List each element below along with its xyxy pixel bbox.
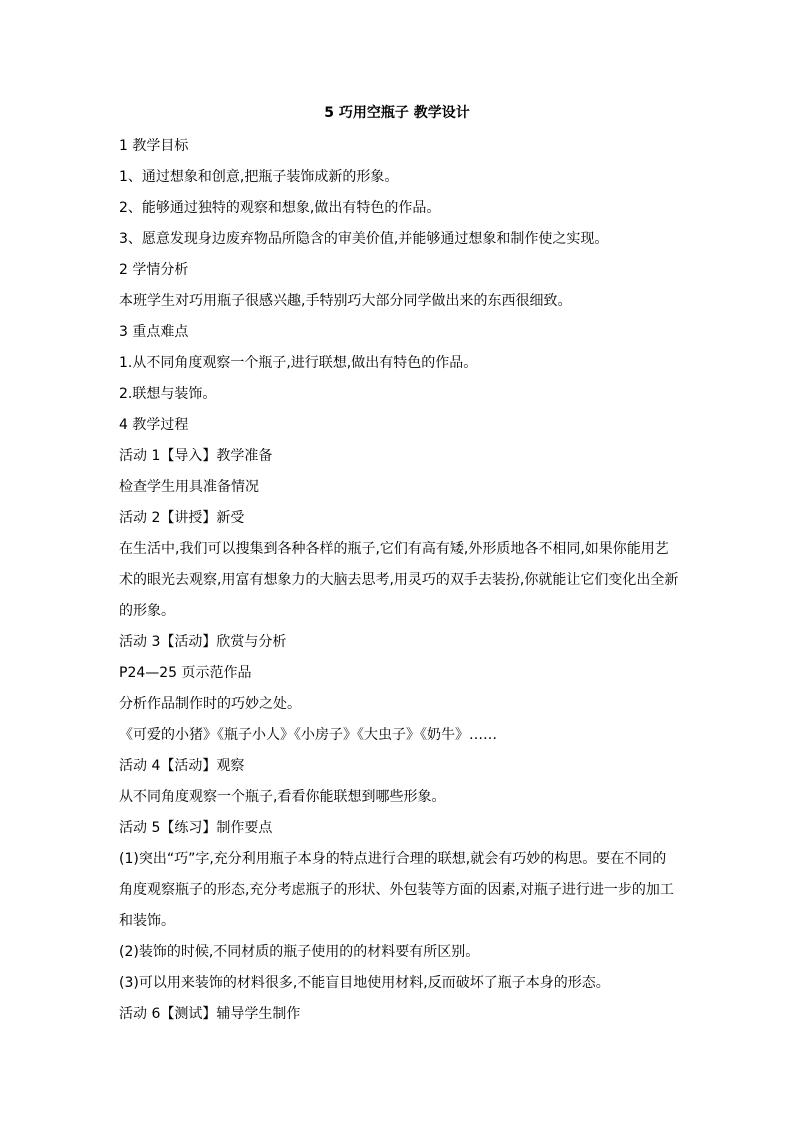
section-heading-process: 4 教学过程 <box>119 417 189 433</box>
objective-item: 2、能够通过独特的观察和想象,做出有特色的作品。 <box>119 200 441 216</box>
objective-item: 1、通过想象和创意,把瓶子装饰成新的形象。 <box>119 169 399 185</box>
section-heading-key-points: 3 重点难点 <box>119 324 189 340</box>
activity-heading: 活动 3【活动】欣赏与分析 <box>119 634 287 650</box>
analysis-text: 本班学生对巧用瓶子很感兴趣,手特别巧大部分同学做出来的东西很细致。 <box>119 293 572 309</box>
activity-text: (3)可以用来装饰的材料很多,不能盲目地使用材料,反而破坏了瓶子本身的形态。 <box>119 975 610 991</box>
objective-item: 3、愿意发现身边废弃物品所隐含的审美价值,并能够通过想象和制作使之实现。 <box>119 231 609 247</box>
section-heading-objectives: 1 教学目标 <box>119 138 189 154</box>
section-heading-analysis: 2 学情分析 <box>119 262 189 278</box>
document-title: 5 巧用空瓶子 教学设计 <box>324 105 470 121</box>
activity-paragraph: (1)突出“巧”字,充分利用瓶子本身的特点进行合理的联想,就会有巧妙的构思。要在不同的角度观察瓶子的形态,充分考虑瓶子的形状、外包装等方面的因素,对瓶子进行进一步的加工和装饰。 <box>119 851 674 929</box>
document-body <box>119 131 679 1030</box>
activity-text: P24—25 页示范作品 <box>119 665 252 681</box>
activity-heading: 活动 6【测试】辅导学生制作 <box>119 1006 301 1022</box>
activity-heading: 活动 4【活动】观察 <box>119 758 245 774</box>
activity-text: (2)装饰的时候,不同材质的瓶子使用的的材料要有所区别。 <box>119 944 480 960</box>
activity-heading: 活动 1【导入】教学准备 <box>119 448 273 464</box>
activity-paragraph: 在生活中,我们可以搜集到各种各样的瓶子,它们有高有矮,外形质地各不相同,如果你能用艺术的眼光去观察,用富有想象力的大脑去思考,用灵巧的双手去装扮,你就能让它们变化出全新的形象。 <box>119 541 679 619</box>
activity-text: 检查学生用具准备情况 <box>119 479 259 495</box>
key-point-item: 2.联想与装饰。 <box>119 386 217 402</box>
activity-heading: 活动 2【讲授】新受 <box>119 510 245 526</box>
key-point-item: 1.从不同角度观察一个瓶子,进行联想,做出有特色的作品。 <box>119 355 478 371</box>
activity-text: 从不同角度观察一个瓶子,看看你能联想到哪些形象。 <box>119 789 446 805</box>
activity-heading: 活动 5【练习】制作要点 <box>119 820 273 836</box>
activity-text: 《可爱的小猪》《瓶子小人》《小房子》《大虫子》《奶牛》…… <box>119 727 497 743</box>
activity-text: 分析作品制作时的巧妙之处。 <box>119 696 301 712</box>
